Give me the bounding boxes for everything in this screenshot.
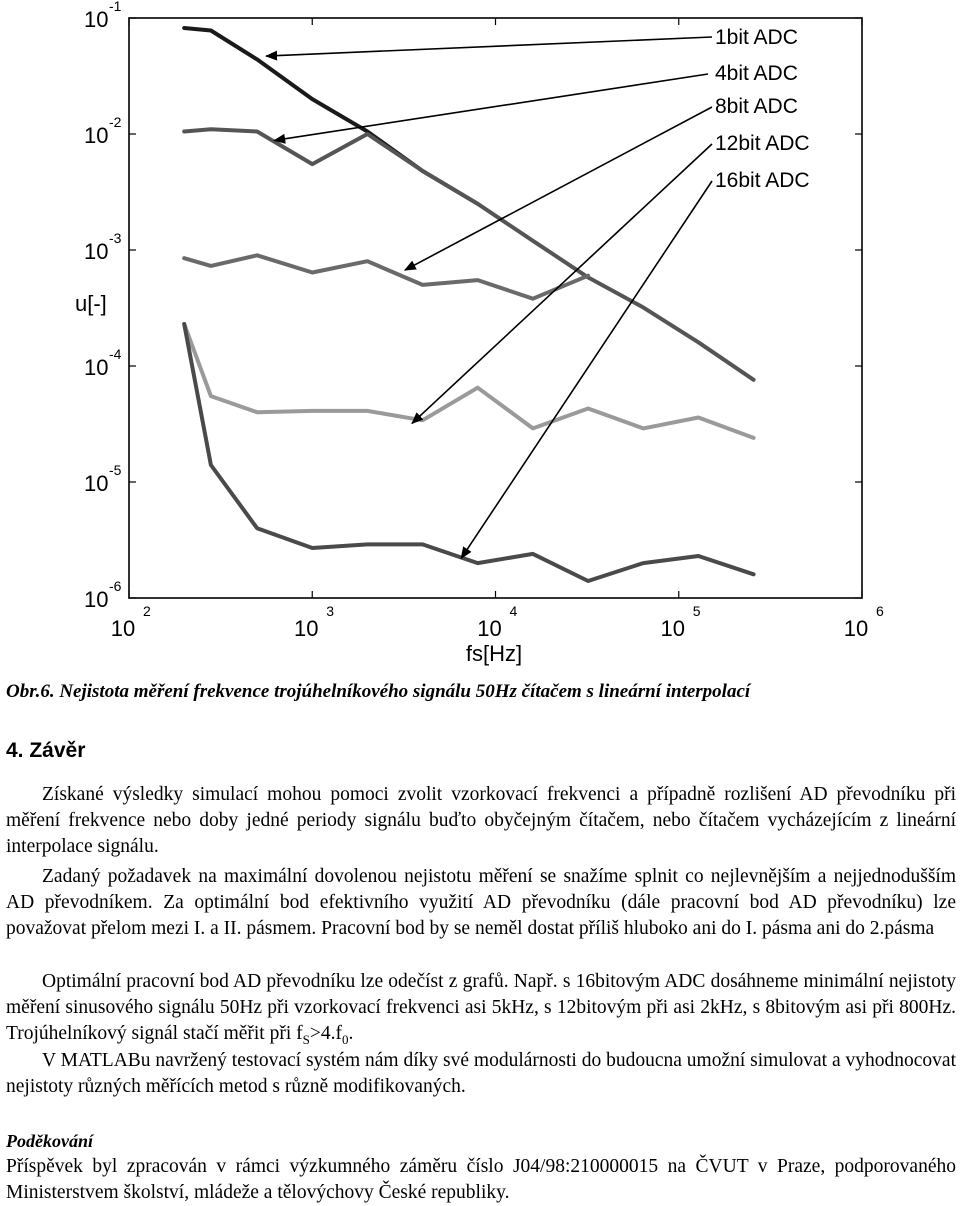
legend-arrow-1bit-adc xyxy=(266,37,712,56)
legend-arrow-16bit-adc xyxy=(461,181,712,558)
x-tick-exp-3: 5 xyxy=(692,603,701,619)
y-tick-label-0: 10 xyxy=(84,7,109,32)
series-line-12bit-adc xyxy=(184,324,753,438)
figure-caption: Obr.6. Nejistota měření frekvence trojúhelníkového signálu 50Hz čítačem s lineární interpolací xyxy=(6,681,751,702)
legend-label-1bit-adc: 1bit ADC xyxy=(715,26,798,49)
paragraph-3-main: Optimální pracovní bod AD převodníku lze odečíst z grafů. Např. s 16bitovým ADC dosáhneme minimální nejistoty měření sinusového signálu 50Hz při vzorkovací frekvenci asi 5kHz, s 12bitovým při asi 2kHz, s 8bitovým asi při 800Hz. Trojúhelníkový signál stačí měřit při f xyxy=(6,971,956,1044)
legend-label-12bit-adc: 12bit ADC xyxy=(715,132,810,155)
legend-label-16bit-adc: 16bit ADC xyxy=(715,169,810,192)
y-tick-label-2: 10 xyxy=(84,239,109,264)
legend xyxy=(266,26,809,558)
series-line-8bit-adc xyxy=(184,255,588,298)
legend-arrow-4bit-adc xyxy=(274,74,708,140)
y-tick-exp-1: -2 xyxy=(109,114,122,130)
paragraph-2: Zadaný požadavek na maximální dovolenou nejistotu měření se snažíme splnit co nejlevnějším a nejjednodušším AD převodníkem. Za optimální bod efektivního využití AD převodníku (dále pracovní bod AD převodníku) lze považovat přelom mezi I. a II. pásmem. Pracovní bod by se neměl dostat příliš hluboko ani do I. pásma ani do 2.pásma xyxy=(6,866,956,939)
y-tick-label-5: 10 xyxy=(84,587,109,612)
legend-label-8bit-adc: 8bit ADC xyxy=(715,95,798,118)
y-tick-exp-0: -1 xyxy=(109,0,122,14)
legend-label-4bit-adc: 4bit ADC xyxy=(715,62,798,85)
y-tick-exp-2: -3 xyxy=(109,230,122,246)
x-tick-labels xyxy=(111,603,884,641)
y-tick-exp-3: -4 xyxy=(109,346,122,362)
y-tick-label-1: 10 xyxy=(84,123,109,148)
y-tick-label-4: 10 xyxy=(84,471,109,496)
y-tick-label-3: 10 xyxy=(84,355,109,380)
paragraph-3-sub-s: S xyxy=(302,1031,310,1047)
acknowledgement-heading: Poděkování xyxy=(6,1131,93,1151)
y-tick-exp-5: -6 xyxy=(109,578,122,594)
y-axis-label: u[-] xyxy=(75,291,107,316)
paragraph-3 xyxy=(6,969,956,1053)
x-tick-exp-4: 6 xyxy=(876,603,884,619)
series-line-16bit-adc xyxy=(184,324,753,581)
section-heading: 4. Závěr xyxy=(6,739,86,762)
paragraph-1: Získané výsledky simulací mohou pomoci zvolit vzorkovací frekvenci a případně rozlišení AD převodníku při měření frekvence nebo doby jedné periody signálu buďto obyčejným čítačem, nebo čítačem vycházejícím z lineární interpolace signálu. xyxy=(6,784,956,857)
acknowledgement-text: Příspěvek byl zpracován v rámci výzkumného záměru číslo J04/98:210000015 na ČVUT v Praze, podporovaného Ministerstvem školství, mládeže a tělovýchovy České republiky. xyxy=(6,1156,956,1203)
x-tick-label-2: 10 xyxy=(477,616,502,641)
x-tick-exp-2: 4 xyxy=(509,603,518,619)
paragraph-4: V MATLABu navržený testovací systém nám díky své modulárnosti do budoucna umožní simulovat a vyhodnocovat nejistoty různých měřících metod s různě modifikovaných. xyxy=(6,1050,956,1097)
x-tick-exp-1: 3 xyxy=(326,603,335,619)
x-tick-label-3: 10 xyxy=(660,616,685,641)
paragraph-3-end: . xyxy=(348,1023,354,1044)
x-tick-label-0: 10 xyxy=(110,616,136,641)
paragraph-3-sub-0: 0 xyxy=(341,1031,349,1047)
series-line-4bit-adc xyxy=(184,129,753,380)
y-tick-exp-4: -5 xyxy=(109,462,122,478)
x-tick-label-4: 10 xyxy=(843,616,869,641)
paragraph-3-mid: >4.f xyxy=(309,1023,342,1044)
x-tick-exp-0: 2 xyxy=(143,603,151,619)
x-tick-label-1: 10 xyxy=(294,616,319,641)
x-axis-label: fs[Hz] xyxy=(465,641,523,666)
